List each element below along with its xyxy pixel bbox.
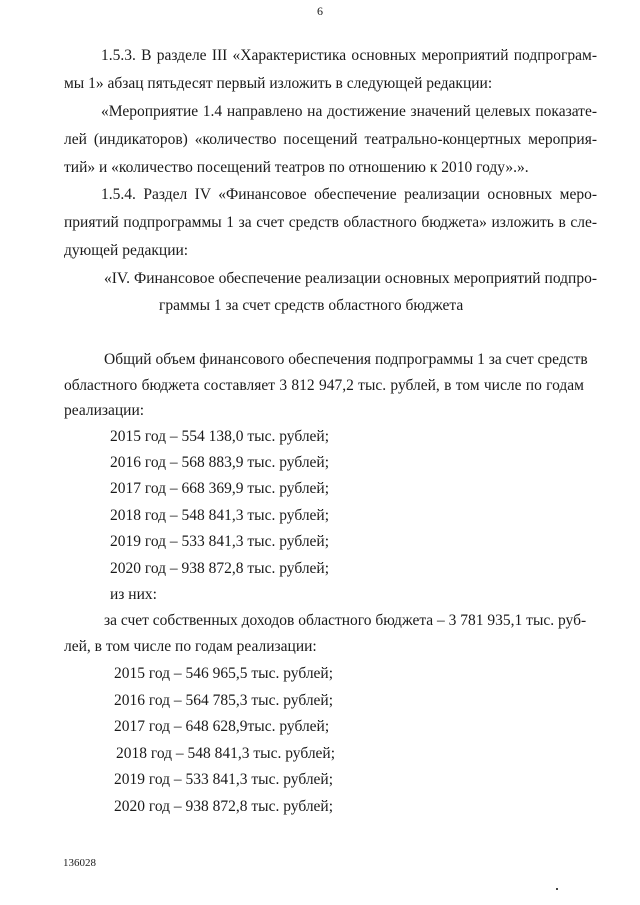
year-amount-line: 2015 год – 546 965,5 тыс. рублей; xyxy=(114,665,334,682)
year-amount-line: 2017 год – 648 628,9тыс. рублей; xyxy=(114,718,330,735)
year-amount-line: 2020 год – 938 872,8 тыс. рублей; xyxy=(110,560,330,577)
text-line: лей (индикаторов) «количество посещений театрально-концертных мероприя- xyxy=(64,131,597,148)
text-line: 1.5.4. Раздел IV «Финансовое обеспечение реализации основных меро- xyxy=(101,186,597,203)
text-line: из них: xyxy=(110,586,157,603)
year-amount-line: 2017 год – 668 369,9 тыс. рублей; xyxy=(110,480,330,497)
text-line: реализации: xyxy=(64,402,145,419)
section-heading-line: граммы 1 за счет средств областного бюджета xyxy=(159,297,464,314)
text-line: лей, в том числе по годам реализации: xyxy=(64,638,317,655)
year-amount-line: 2018 год – 548 841,3 тыс. рублей; xyxy=(116,745,336,762)
text-line: приятий подпрограммы 1 за счет средств областного бюджета» изложить в сле- xyxy=(64,214,597,231)
text-line: 1.5.3. В разделе III «Характеристика основных мероприятий подпрограм- xyxy=(101,47,597,64)
text-line: дующей редакции: xyxy=(64,242,189,259)
text-line: тий» и «количество посещений театров по отношению к 2010 году».». xyxy=(64,159,529,176)
footer-code: 136028 xyxy=(63,857,96,869)
year-amount-line: 2020 год – 938 872,8 тыс. рублей; xyxy=(114,798,334,815)
year-amount-line: 2016 год – 568 883,9 тыс. рублей; xyxy=(110,454,330,471)
text-line: Общий объем финансового обеспечения подпрограммы 1 за счет средств xyxy=(104,351,588,368)
text-line: областного бюджета составляет 3 812 947,2 тыс. рублей, в том числе по годам xyxy=(64,377,584,394)
text-line: «Мероприятие 1.4 направлено на достижение значений целевых показате- xyxy=(101,103,597,120)
text-line: мы 1» абзац пятьдесят первый изложить в следующей редакции: xyxy=(64,75,493,92)
page-number: 6 xyxy=(317,4,323,18)
year-amount-line: 2015 год – 554 138,0 тыс. рублей; xyxy=(110,428,330,445)
year-amount-line: 2019 год – 533 841,3 тыс. рублей; xyxy=(110,533,330,550)
scan-speck xyxy=(556,888,558,890)
year-amount-line: 2018 год – 548 841,3 тыс. рублей; xyxy=(110,507,330,524)
year-amount-line: 2016 год – 564 785,3 тыс. рублей; xyxy=(114,692,334,709)
text-line: за счет собственных доходов областного бюджета – 3 781 935,1 тыс. руб- xyxy=(104,612,587,629)
section-heading-line: «IV. Финансовое обеспечение реализации основных мероприятий подпро- xyxy=(104,270,597,287)
year-amount-line: 2019 год – 533 841,3 тыс. рублей; xyxy=(114,771,334,788)
